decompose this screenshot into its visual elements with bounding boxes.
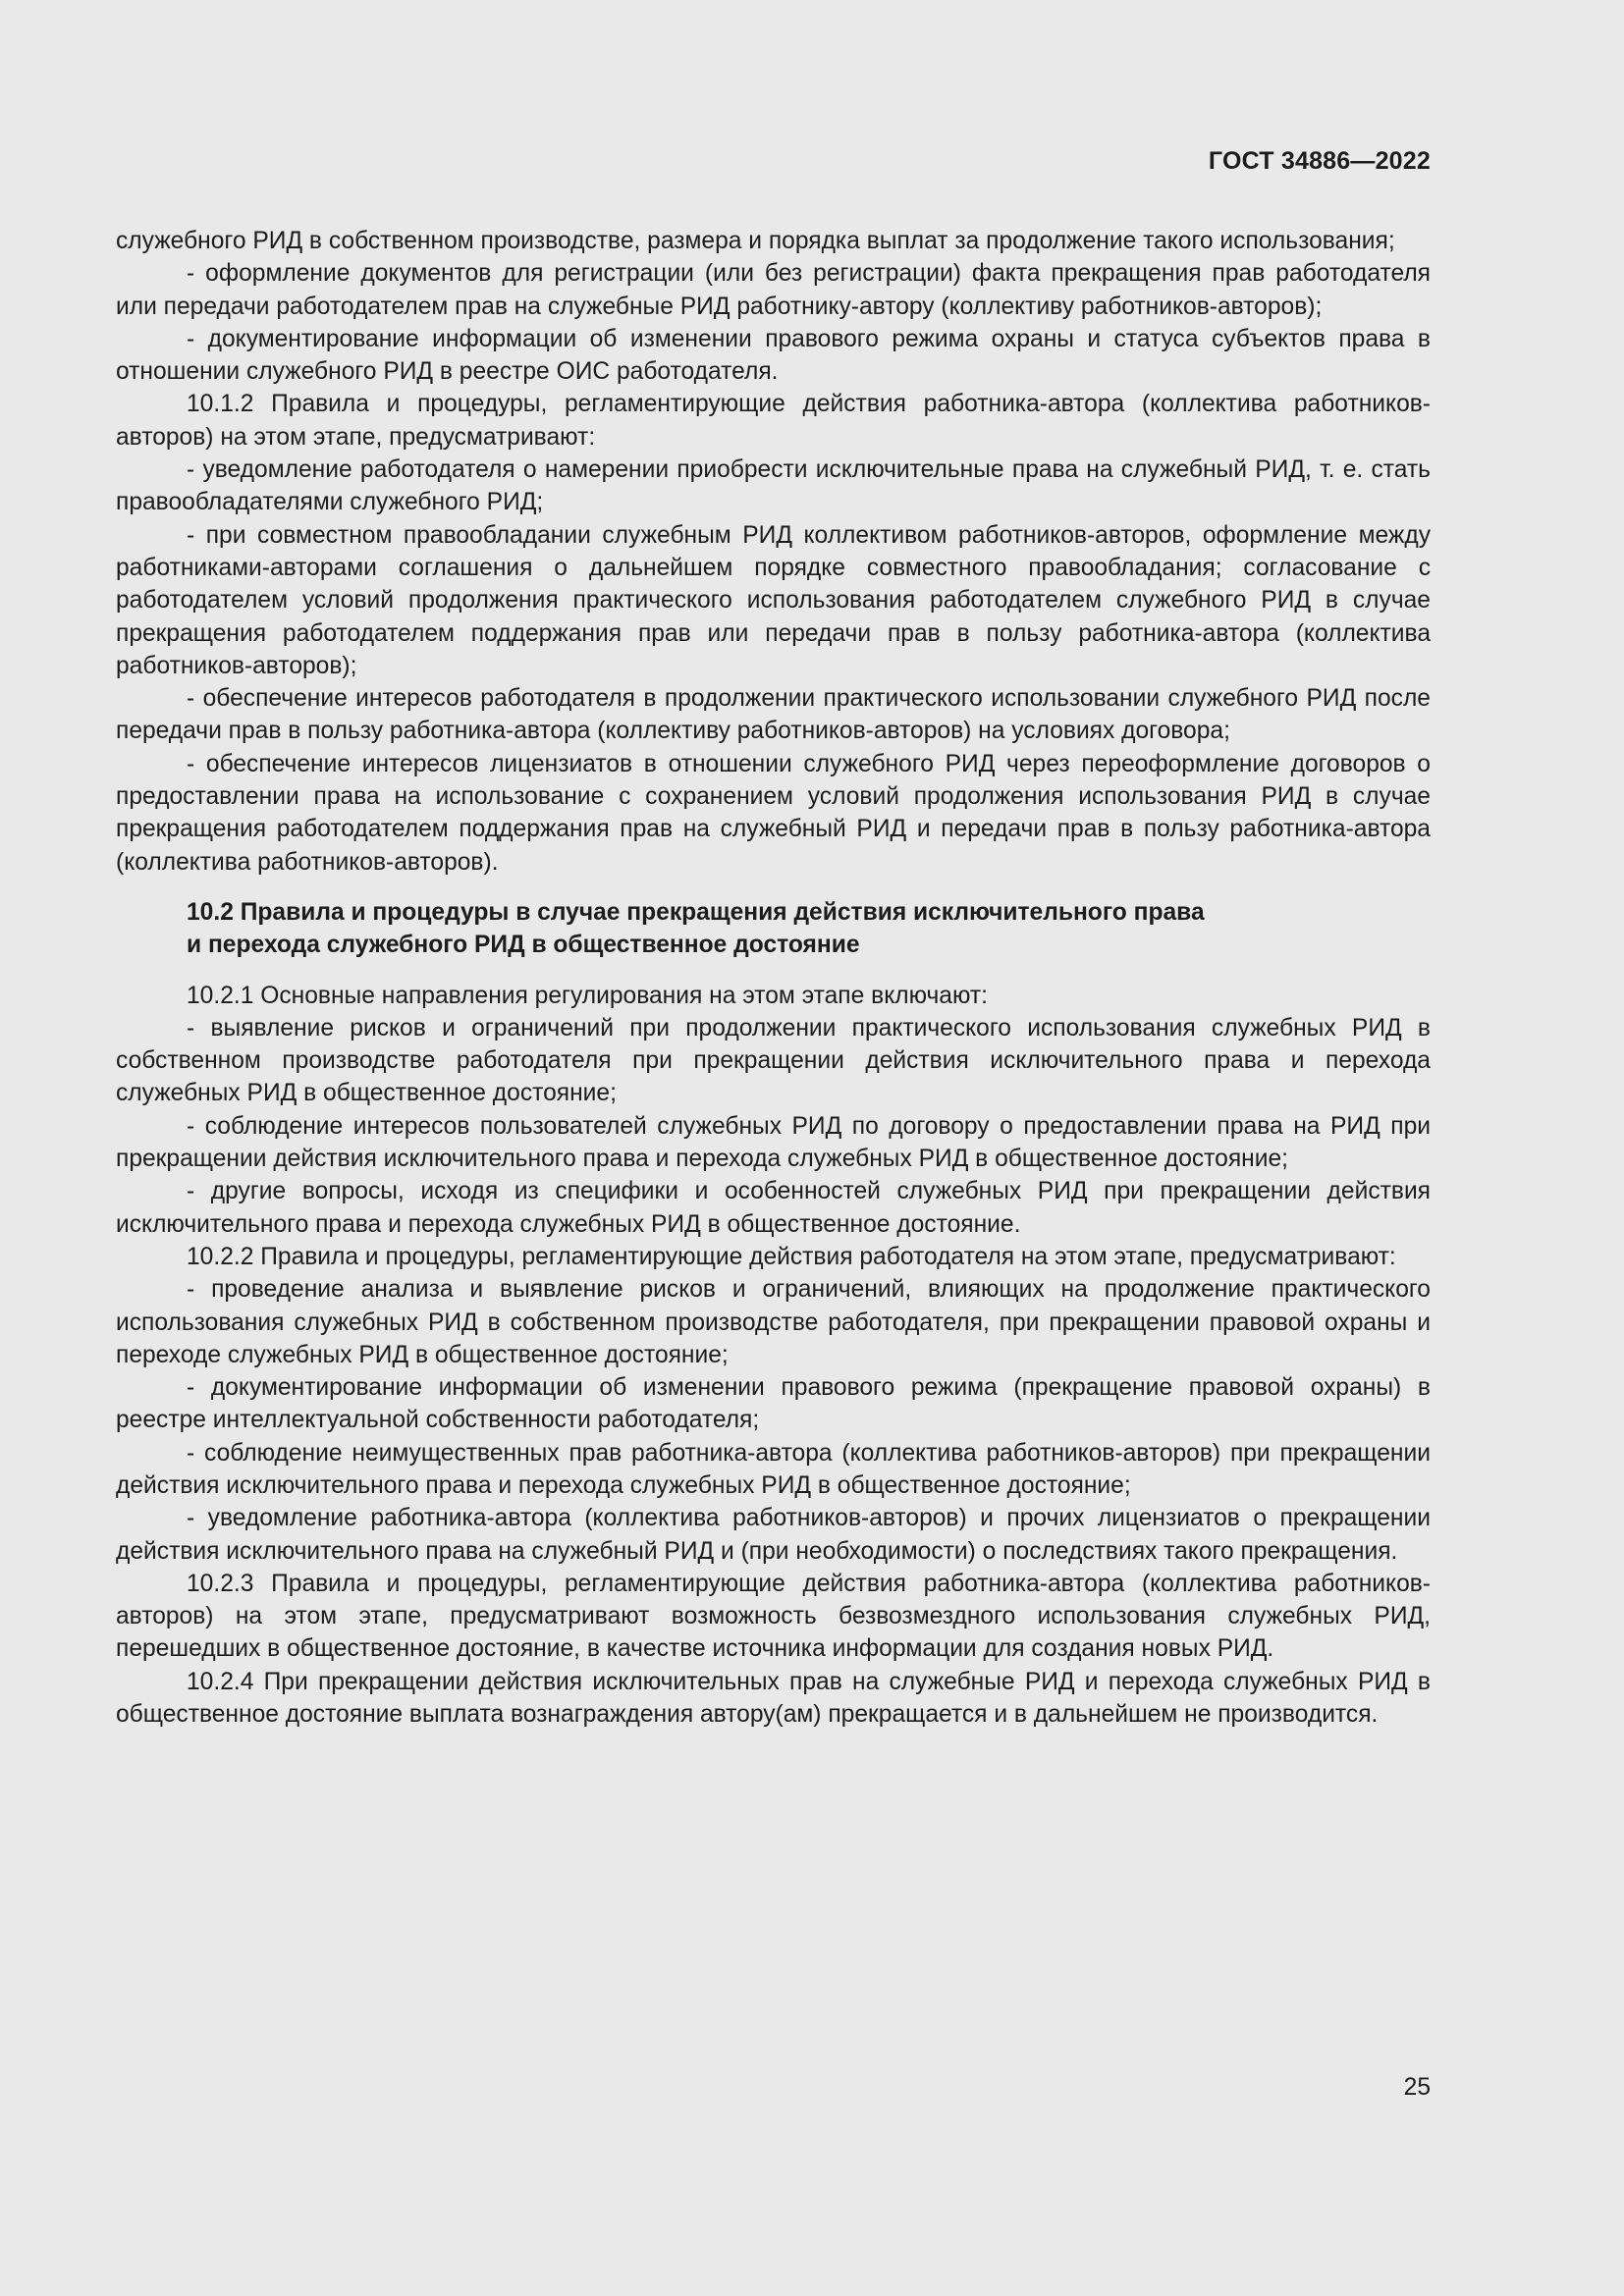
- paragraph: - документирование информации об изменении правового режима (прекращение правовой охраны) в реестре интеллектуальной собственности работодателя;: [116, 1374, 1431, 1434]
- paragraph: - уведомление работодателя о намерении приобрести исключительные права на служебный РИД, т. е. стать правообладателями служебного РИД;: [116, 456, 1431, 516]
- paragraph: - проведение анализа и выявление рисков и ограничений, влияющих на продолжение практического использования служебных РИД в собственном производстве работодателя, при прекращении правовой охраны и переходе служебных РИД в общественное достояние;: [116, 1276, 1431, 1368]
- paragraph: 10.2.3 Правила и процедуры, регламентирующие действия работника-автора (коллектива работников-авторов) на этом этапе, предусматривают возможность безвозмездного использования служебных РИД, перешедших в общественное достояние, в качестве источника информации для создания новых РИД.: [116, 1570, 1431, 1663]
- paragraph: - обеспечение интересов работодателя в продолжении практического использовании служебного РИД после передачи прав в пользу работника-автора (коллективу работников-авторов) на условиях договора;: [116, 685, 1431, 745]
- paragraph: 10.2.2 Правила и процедуры, регламентирующие действия работодателя на этом этапе, предусматривают:: [187, 1243, 1396, 1270]
- section-heading-line: 10.2 Правила и процедуры в случае прекращения действия исключительного права: [187, 898, 1205, 926]
- paragraph: - обеспечение интересов лицензиатов в отношении служебного РИД через переоформление договоров о предоставлении права на использование с сохранением условий продолжения использования РИД в случае прекращения работодателем поддержания прав на служебный РИД и передачи прав в пользу работника-автора (коллектива работников-авторов).: [116, 750, 1431, 876]
- paragraph: 10.1.2 Правила и процедуры, регламентирующие действия работника-автора (коллектива работников-авторов) на этом этапе, предусматривают:: [116, 391, 1431, 451]
- section-heading-line: и перехода служебного РИД в общественное достояние: [187, 932, 860, 959]
- paragraph: - документирование информации об изменении правового режима охраны и статуса субъектов права в отношении служебного РИД в реестре ОИС работодателя.: [116, 325, 1431, 386]
- paragraph: - другие вопросы, исходя из специфики и особенностей служебных РИД при прекращении действия исключительного права и перехода служебных РИД в общественное достояние.: [116, 1178, 1431, 1238]
- clause-10-1-continuation: [116, 225, 1431, 879]
- section-heading-10-2: [187, 896, 1431, 962]
- clause-10-2-body: [116, 980, 1431, 1732]
- paragraph: - уведомление работника-автора (коллектива работников-авторов) и прочих лицензиатов о прекращении действия исключительного права на служебный РИД и (при необходимости) о последствиях такого прекращения.: [116, 1505, 1431, 1565]
- paragraph: - при совместном правообладании служебным РИД коллективом работников-авторов, оформление между работниками-авторами соглашения о дальнейшем порядке совместного правообладания; согласование с работодателем условий продолжения практического использования работодателем служебного РИД в случае прекращения работодателем поддержания прав или передачи прав в пользу работника-автора (коллектива работников-авторов);: [116, 521, 1431, 679]
- page-number: 25: [1403, 2074, 1431, 2101]
- paragraph: - оформление документов для регистрации (или без регистрации) факта прекращения прав работодателя или передачи работодателем прав на служебные РИД работнику-автору (коллективу работников-авторов);: [116, 260, 1431, 320]
- page-body: [116, 225, 1431, 1731]
- paragraph: 10.2.4 При прекращении действия исключительных прав на служебные РИД и перехода служебных РИД в общественное достояние выплата вознаграждения автору(ам) прекращается и в дальнейшем не производится.: [116, 1668, 1431, 1729]
- paragraph: - выявление рисков и ограничений при продолжении практического использования служебных РИД в собственном производстве работодателя при прекращении действия исключительного права и перехода служебных РИД в общественное достояние;: [116, 1014, 1431, 1107]
- paragraph: служебного РИД в собственном производстве, размера и порядка выплат за продолжение такого использования;: [116, 228, 1395, 254]
- paragraph: - соблюдение неимущественных прав работника-автора (коллектива работников-авторов) при прекращении действия исключительного права и перехода служебных РИД в общественное достояние;: [116, 1439, 1431, 1499]
- paragraph: 10.2.1 Основные направления регулирования на этом этапе включают:: [187, 982, 988, 1009]
- paragraph: - соблюдение интересов пользователей служебных РИД по договору о предоставлении права на РИД при прекращении действия исключительного права и перехода служебных РИД в общественное достояние;: [116, 1112, 1431, 1173]
- standard-designation: ГОСТ 34886—2022: [1208, 147, 1431, 175]
